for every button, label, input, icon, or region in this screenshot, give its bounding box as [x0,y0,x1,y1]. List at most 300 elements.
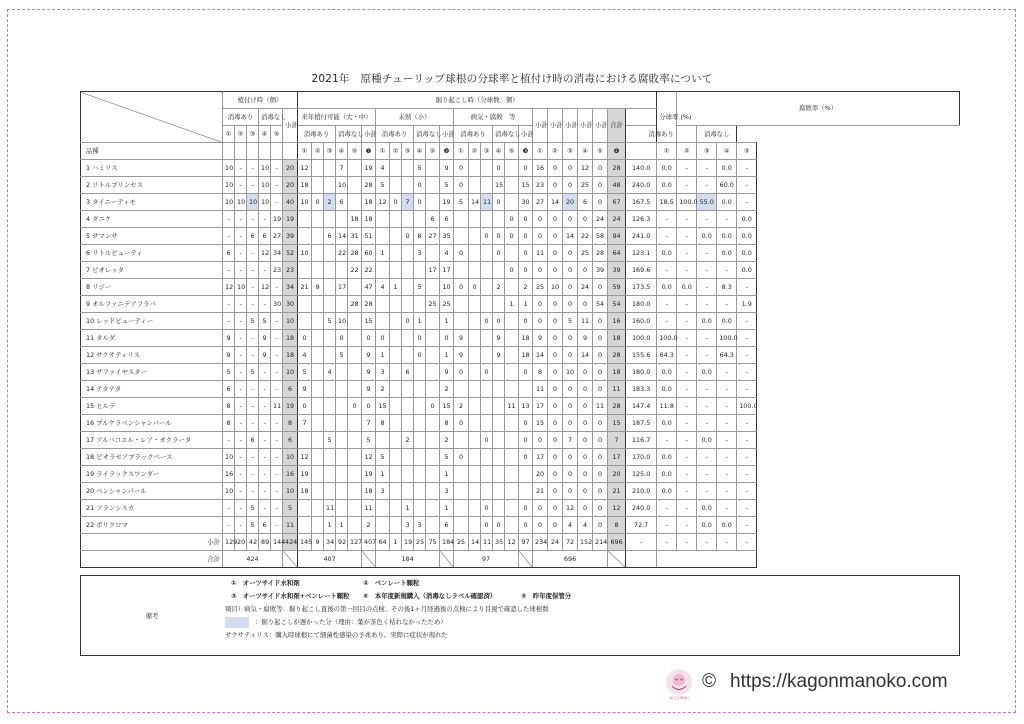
cell-ueduke-shokei: 10 [283,483,298,500]
cell-d [493,415,505,432]
cell-ueduke: 9 [223,330,235,347]
header-mijuku: 未熟（小） [376,109,454,126]
cell-fuhai: 0.0 [657,245,677,262]
cell-fuhai: - [737,483,757,500]
note-saxatilis: サクサティリス：購入時球根にて細菌性感染の予兆あり。実際に症状が現れた [225,631,448,639]
cell-m [376,500,390,517]
cell-total: 24 [578,279,593,296]
cell-ueduke: - [247,330,259,347]
cell-d: 9 [454,347,469,364]
cell-total: 4 [563,517,578,534]
cell-d-shokei: 13 [519,398,533,415]
cell-m [426,483,440,500]
cell-a: 10 [298,194,312,211]
cell-a: 10 [336,313,348,330]
cell-m-shokei: 3 [440,483,454,500]
cell-a: 1 [336,517,348,534]
header-ueduke: 植付け時（個） [223,92,298,109]
cell-total: 0 [563,330,578,347]
cell-ueduke: - [271,517,283,534]
cell-d [493,398,505,415]
cell-d [505,449,519,466]
cell-total: 0 [548,347,563,364]
header-ueduke-blank [259,143,271,160]
cell-ueduke: - [223,517,235,534]
cell-m-shokei: 35 [440,228,454,245]
cell-total: 17 [533,449,548,466]
row-name: 6 リトルビューティ [81,245,223,262]
cell-d [469,330,481,347]
cell-total: 0 [593,194,608,211]
cell-ueduke: - [247,296,259,313]
cell-m [390,500,402,517]
cell-total: 14 [578,347,593,364]
cell-d [454,466,469,483]
cell-d [505,177,519,194]
subtotal-cell: 234 [533,534,548,551]
cell-m [426,432,440,449]
cell-total: 11 [533,245,548,262]
cell-fuhai: - [677,415,697,432]
cell-a [312,466,324,483]
cell-a-shokei: 0 [362,330,376,347]
cell-ueduke: 5 [247,500,259,517]
cell-d-shokei: 0 [519,262,533,279]
header-ueduke-ari: 消毒あり [223,109,259,126]
cell-m [402,330,414,347]
cell-m: 0 [414,330,426,347]
subtotal-cell: 14 [469,534,481,551]
cell-a-shokei: 11 [362,500,376,517]
cell-ueduke-shokei: 6 [283,432,298,449]
cell-fuhai: - [737,160,757,177]
subtotal-cell: 64 [376,534,390,551]
cell-fuhai: - [677,364,697,381]
cell-ueduke: - [223,296,235,313]
cell-d: 0 [493,517,505,534]
cell-a [348,415,362,432]
cell-fuhai: - [677,483,697,500]
cell-d: 0 [505,228,519,245]
notes-label: 備考 [145,612,159,620]
cell-a [348,279,362,296]
cell-fuhai: 0.0 [657,364,677,381]
cell-a [324,160,336,177]
cell-m-shokei: 9 [440,160,454,177]
cell-a [312,364,324,381]
cell-a [324,211,336,228]
subtotal-cell: 144 [271,534,283,551]
cell-total: 0 [563,245,578,262]
subtotal-cell: 214 [593,534,608,551]
cell-fuhai: - [697,262,717,279]
cell-fuhai: - [677,228,697,245]
header-num: ② [312,143,324,160]
cell-a [298,313,312,330]
cell-ueduke: - [259,432,271,449]
cell-m [390,415,402,432]
cell-total: 12 [578,160,593,177]
cell-total: 0 [548,245,563,262]
cell-d [469,313,481,330]
cell-total: 0 [548,228,563,245]
cell-gokei: 28 [608,347,626,364]
cell-m: 1 [376,466,390,483]
cell-total: 9 [578,330,593,347]
cell-fuhai: - [737,381,757,398]
cell-ueduke: 6 [259,228,271,245]
cell-ueduke-shokei: 5 [283,500,298,517]
cell-ueduke: 5 [247,313,259,330]
logo-basket-icon [668,671,690,693]
cell-d [469,381,481,398]
cell-d [469,211,481,228]
cell-ueduke: - [259,381,271,398]
cell-a [312,415,324,432]
cell-d [469,296,481,313]
cell-fuhai: 0.0 [657,160,677,177]
cell-a [312,245,324,262]
cell-a: 31 [348,228,362,245]
total-cell: 407 [298,551,362,568]
cell-ueduke: 10 [259,160,271,177]
table-row [81,228,960,245]
cell-ueduke: - [271,330,283,347]
cell-fuhai: - [697,466,717,483]
cell-a [336,449,348,466]
cell-m-shokei: 5 [440,449,454,466]
cell-bunkyu: 210.0 [626,483,657,500]
cell-ueduke: 9 [259,347,271,364]
cell-total: 0 [548,381,563,398]
cell-ueduke: - [235,449,247,466]
total-diag [283,551,298,568]
cell-gokei: 17 [608,449,626,466]
cell-a: 7 [336,160,348,177]
cell-a [298,211,312,228]
cell-a: 19 [298,466,312,483]
cell-d [469,500,481,517]
cell-a: 2 [324,194,336,211]
row-name: 13 サファイヤスター [81,364,223,381]
cell-total: 39 [593,262,608,279]
cell-ueduke: 6 [259,517,271,534]
cell-total: 0 [578,364,593,381]
cell-m [426,160,440,177]
cell-a-shokei: 19 [362,160,376,177]
cell-a [298,296,312,313]
cell-fuhai: - [737,415,757,432]
cell-ueduke: - [271,415,283,432]
header-num: ⑤ [348,143,362,160]
cell-d: 0 [481,517,493,534]
cell-total: 0 [593,177,608,194]
cell-m-shokei: 6 [440,211,454,228]
cell-d [493,483,505,500]
cell-fuhai: - [697,296,717,313]
cell-d [454,483,469,500]
cell-total: 0 [548,313,563,330]
cell-total: 0 [548,262,563,279]
cell-a-shokei: 47 [362,279,376,296]
cell-fuhai: - [697,279,717,296]
cell-d [493,381,505,398]
cell-d: 0 [505,262,519,279]
cell-m: 3 [414,517,426,534]
cell-a [324,279,336,296]
cell-m-shokei: 1 [440,313,454,330]
cell-bunkyu: 180.0 [626,364,657,381]
cell-ueduke: - [271,364,283,381]
cell-total: 27 [533,194,548,211]
cell-m-shokei: 17 [440,262,454,279]
cell-m: 3 [376,483,390,500]
cell-m [426,364,440,381]
cell-m-shokei: 9 [440,364,454,381]
site-url-link[interactable]: https://kagonmanoko.com [730,671,948,692]
cell-fuhai: 0.0 [737,228,757,245]
row-name: 11 タルダ [81,330,223,347]
cell-total: 0 [578,466,593,483]
header-total-shokei: 小計 [548,109,563,143]
cell-gokei: 8 [608,517,626,534]
cell-a-shokei: 2 [362,517,376,534]
header-corner [81,92,223,143]
cell-a: 12 [298,160,312,177]
cell-m-shokei: 0 [440,330,454,347]
cell-m [390,313,402,330]
note-chem-2: ② ベンレート顆粒 [363,579,420,587]
cell-fuhai: - [737,500,757,517]
cell-fuhai: 0.0 [697,313,717,330]
table-row [81,347,960,364]
cell-fuhai: - [737,364,757,381]
cell-fuhai: - [677,262,697,279]
cell-ueduke: - [235,500,247,517]
site-logo [666,669,692,700]
cell-ueduke-shokei: 10 [283,364,298,381]
row-name: 2 リトルプリンセス [81,177,223,194]
cell-ueduke: - [247,466,259,483]
row-name: 1 ハミリス [81,160,223,177]
header-raineni-ari: 消毒あり [298,126,336,143]
cell-ueduke: - [223,228,235,245]
cell-bunkyu: 123.1 [626,245,657,262]
cell-ueduke: - [259,483,271,500]
cell-m [426,415,440,432]
cell-ueduke: - [259,211,271,228]
cell-bunkyu: 72.7 [626,517,657,534]
total-cell: 184 [376,551,440,568]
cell-d-shokei: 18 [519,330,533,347]
cell-a: 10 [336,177,348,194]
table-row [81,313,960,330]
cell-ueduke: 10 [235,279,247,296]
cell-ueduke-shokei: 19 [283,398,298,415]
cell-a [336,381,348,398]
cell-m [402,211,414,228]
cell-d [505,279,519,296]
cell-d [481,262,493,279]
cell-a [324,245,336,262]
cell-m: 2 [402,432,414,449]
header-bunkyu-blank [626,143,657,160]
cell-d-shokei: 18 [519,347,533,364]
cell-d: 2 [493,279,505,296]
table-row [81,364,960,381]
cell-d-shokei: 30 [519,194,533,211]
cell-gokei: 15 [608,415,626,432]
row-name: 12 サクサティリス [81,347,223,364]
cell-a [348,364,362,381]
cell-d [454,517,469,534]
cell-m [402,160,414,177]
cell-m [402,415,414,432]
cell-fuhai: 18.5 [657,194,677,211]
cell-ueduke: 6 [223,245,235,262]
cell-ueduke: - [271,500,283,517]
cell-d: 0 [454,364,469,381]
cell-m [426,194,440,211]
cell-a: 9 [312,279,324,296]
cell-d [505,483,519,500]
cell-fuhai: - [677,466,697,483]
cell-total: 0 [548,500,563,517]
cell-d: 11 [505,398,519,415]
cell-m: 1 [414,313,426,330]
cell-m: 25 [426,296,440,313]
cell-d [469,160,481,177]
cell-d [505,245,519,262]
cell-m: 0 [426,398,440,415]
cell-total: 0 [593,432,608,449]
table-row [81,160,960,177]
cell-m [390,398,402,415]
cell-d [505,466,519,483]
note-chem-3: ③ オーツサイド水和剤+ベンレート顆粒 [231,592,350,600]
cell-a [324,483,336,500]
cell-ueduke: 6 [247,432,259,449]
cell-fuhai: 0.0 [717,194,737,211]
table-row [81,381,960,398]
cell-ueduke: 19 [271,211,283,228]
cell-m [414,211,426,228]
header-horiokoshi: 掘り起こし時（分球数：個） [298,92,657,109]
header-num: ② [469,143,481,160]
cell-d [505,415,519,432]
cell-total: 14 [548,194,563,211]
subtotal-cell: 34 [324,534,336,551]
cell-m [390,364,402,381]
cell-gokei: 64 [608,245,626,262]
cell-d: 9 [493,330,505,347]
cell-fuhai: - [717,415,737,432]
cell-m: 3 [414,245,426,262]
cell-ueduke: 5 [247,364,259,381]
cell-total: 0 [548,517,563,534]
cell-d: 11 [481,194,493,211]
cell-m [426,279,440,296]
cell-a [336,432,348,449]
cell-ueduke: 16 [223,466,235,483]
cell-d-shokei: 0 [519,500,533,517]
cell-m [402,483,414,500]
cell-a [336,415,348,432]
header-num: ④ [493,143,505,160]
cell-a [312,517,324,534]
cell-m-shokei: 2 [440,432,454,449]
cell-d [454,211,469,228]
header-ueduke-num: ③ [247,126,259,143]
cell-fuhai: - [697,160,717,177]
row-name: 3 タイニーティモ [81,194,223,211]
cell-m-shokei: 19 [440,194,454,211]
cell-d [481,381,493,398]
row-name: 15 ヒルデ [81,398,223,415]
cell-d [481,449,493,466]
cell-fuhai: - [677,296,697,313]
cell-fuhai: - [717,449,737,466]
cell-a [324,381,336,398]
cell-total: 7 [563,432,578,449]
cell-total: 0 [563,415,578,432]
cell-a: 11 [324,500,336,517]
cell-total: 0 [578,381,593,398]
cell-a [348,517,362,534]
cell-m [402,262,414,279]
cell-total: 22 [578,228,593,245]
cell-fuhai: 0.0 [657,381,677,398]
cell-fuhai: - [697,449,717,466]
subtotal-cell: 184 [440,534,454,551]
cell-total: 20 [563,194,578,211]
cell-ueduke: 12 [223,279,235,296]
cell-fuhai: - [677,517,697,534]
cell-m [414,432,426,449]
cell-fuhai: 0.0 [737,211,757,228]
row-name: 14 テタテタ [81,381,223,398]
cell-d [481,483,493,500]
row-name: 9 オルファニデアフラバ [81,296,223,313]
page-title: 2021年 原種チューリップ球根の分球率と植付け時の消毒における腐敗率について [311,73,713,85]
subtotal-cell: 127 [348,534,362,551]
cell-ueduke-shokei: 19 [283,211,298,228]
cell-ueduke: - [247,262,259,279]
cell-total: 0 [548,415,563,432]
cell-total: 0 [578,432,593,449]
cell-gokei: 48 [608,177,626,194]
header-num: ① [533,143,548,160]
cell-a [312,228,324,245]
cell-fuhai: - [737,279,757,296]
cell-m [426,381,440,398]
header-num: ⑤ [593,143,608,160]
cell-total: 0 [548,483,563,500]
cell-ueduke: - [235,364,247,381]
cell-fuhai: 100.0 [737,398,757,415]
cell-total: 0 [563,449,578,466]
cell-a [312,160,324,177]
subtotal-cell: 42 [247,534,259,551]
cell-fuhai: 0.0 [717,517,737,534]
cell-a [348,381,362,398]
cell-total: 17 [533,398,548,415]
cell-bunkyu: 241.0 [626,228,657,245]
cell-a [324,449,336,466]
cell-fuhai: - [717,262,737,279]
header-num: ③ [402,143,414,160]
cell-a: 5 [298,364,312,381]
